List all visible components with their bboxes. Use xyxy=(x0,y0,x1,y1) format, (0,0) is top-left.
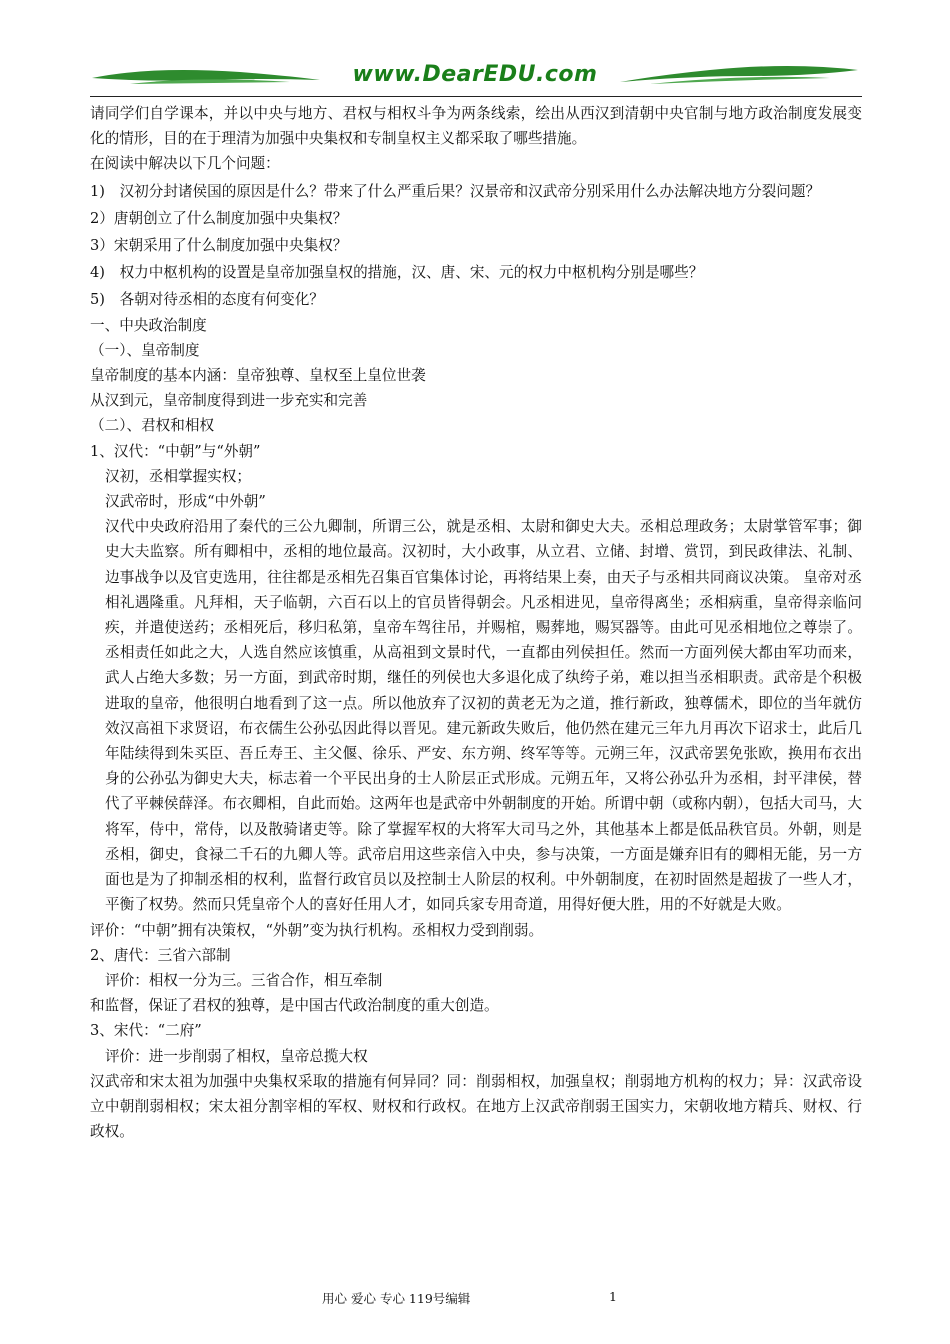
tang-evaluation: 评价：相权一分为三。三省合作，相互牵制 xyxy=(105,971,383,989)
tang-heading: 2、唐代：三省六部制 xyxy=(90,946,231,964)
question-5: 5) 各朝对待丞相的态度有何变化？ xyxy=(90,291,324,309)
question-2: 2）唐朝创立了什么制度加强中央集权？ xyxy=(90,209,348,227)
questions-intro: 在阅读中解决以下几个问题： xyxy=(90,155,280,173)
han-heading: 1、汉代：“中朝”与“外朝” xyxy=(90,442,261,460)
document-body xyxy=(90,101,862,1144)
question-4: 4) 权力中枢机构的设置是皇帝加强皇权的措施，汉、唐、宋、元的权力中枢机构分别是哪些？ xyxy=(90,264,704,282)
han-evaluation: 评价：“中朝”拥有决策权，“外朝”变为执行机构。丞相权力受到削弱。 xyxy=(90,921,544,939)
section-heading-1: 一、中央政治制度 xyxy=(90,316,207,334)
page-number: 1 xyxy=(609,1289,617,1304)
question-3: 3）宋朝采用了什么制度加强中央集权？ xyxy=(90,237,348,255)
comparison-paragraph: 汉武帝和宋太祖为加强中央集权采取的措施有何异同？同：削弱相权，加强皇权；削弱地方机构的权力；异：汉武帝设立中朝削弱相权；宋太祖分割宰相的军权、财权和行政权。在地方上汉武帝削弱王国实力，宋朝收地方精兵、财权、行政权。 xyxy=(90,1072,862,1141)
header-divider xyxy=(90,96,862,97)
han-early-note: 汉初，丞相掌握实权； xyxy=(105,467,251,485)
footer-note: 用心 爱心 专心 119号编辑 xyxy=(322,1291,471,1306)
song-heading: 3、宋代：“二府” xyxy=(90,1022,202,1040)
intro-paragraph: 请同学们自学课本，并以中央与地方、君权与相权斗争为两条线索，绘出从西汉到清朝中央官制与地方政治制度发展变化的情形，目的在于理清为加强中央集权和专制皇权主义都采取了哪些措施。 xyxy=(90,105,862,148)
tang-evaluation-continued: 和监督，保证了君权的独尊，是中国古代政治制度的重大创造。 xyxy=(90,997,499,1015)
site-logo-text: www.DearEDU.com xyxy=(352,62,598,87)
han-wudi-note: 汉武帝时，形成“中外朝” xyxy=(105,493,266,511)
emperor-system-definition: 皇帝制度的基本内涵：皇帝独尊、皇权至上皇位世袭 xyxy=(90,367,426,385)
emperor-system-development: 从汉到元，皇帝制度得到进一步充实和完善 xyxy=(90,392,368,410)
site-header xyxy=(90,56,860,96)
subsection-heading-2: （二）、君权和相权 xyxy=(90,417,215,435)
subsection-heading-1: （一）、皇帝制度 xyxy=(90,341,200,359)
question-1: 1) 汉初分封诸侯国的原因是什么？带来了什么严重后果？汉景帝和汉武帝分别采用什么办法解决地方分裂问题？ xyxy=(90,182,821,200)
han-long-paragraph: 汉代中央政府沿用了秦代的三公九卿制，所谓三公，就是丞相、太尉和御史大夫。丞相总理政务；太尉掌管军事；御史大夫监察。所有卿相中，丞相的地位最高。汉初时，大小政事，从立君、立储、封增、赏罚，到民政律法、礼制、边事战争以及官吏选用，往往都是丞相先召集百官集体讨论，再将结果上奏，由天子与丞相共同商议决策。 皇帝对丞相礼遇隆重。凡拜相，天子临朝，六百石以上的官员皆得朝会。凡丞相进见，皇帝得离坐；丞相病重，皇帝得亲临问疾，并遣使送药；丞相死后，移归私第，皇帝车驾往吊，并赐棺，赐葬地，赐冥器等。由此可见丞相地位之尊崇了。丞相责任如此之大，人选自然应该慎重，从高祖到文景时代，一直都由列侯担任。然而一方面列侯大都由军功而来，武人占绝大多数；另一方面，到武帝时期，继任的列侯也大多退化成了纨绔子弟，难以担当丞相职责。武帝是个积极进取的皇帝，他很明白地看到了这一点。所以他放弃了汉初的黄老无为之道，推行新政，独尊儒术，即位的当年就仿效汉高祖下求贤诏，布衣儒生公孙弘因此得以晋见。建元新政失败后，他仍然在建元三年九月再次下诏求士，此后几年陆续得到朱买臣、吾丘寿王、主父偃、徐乐、严安、东方朔、终军等等。元朔三年，汉武帝罢免张欧，换用布衣出身的公孙弘为御史大夫，标志着一个平民出身的士人阶层正式形成。元朔五年，又将公孙弘升为丞相，封平津侯，替代了平棘侯薛泽。布衣卿相，自此而始。这两年也是武帝中外朝制度的开始。所谓中朝（或称内朝），包括大司马，大将军，侍中，常侍，以及散骑诸吏等。除了掌握军权的大将军大司马之外，其他基本上都是低品秩官员。外朝，则是丞相，御史，食禄二千石的九卿人等。武帝启用这些亲信入中央，参与决策，一方面是嫌弃旧有的卿相无能，另一方面也是为了抑制丞相的权利，监督行政官员以及控制士人阶层的权利。中外朝制度，在初时固然是超拔了一些人才，平衡了权势。然而只凭皇帝个人的喜好任用人才，如同兵家专用奇道，用得好便大胜，用的不好就是大败。 xyxy=(105,518,862,914)
song-evaluation: 评价：进一步削弱了相权，皇帝总揽大权 xyxy=(105,1047,368,1065)
